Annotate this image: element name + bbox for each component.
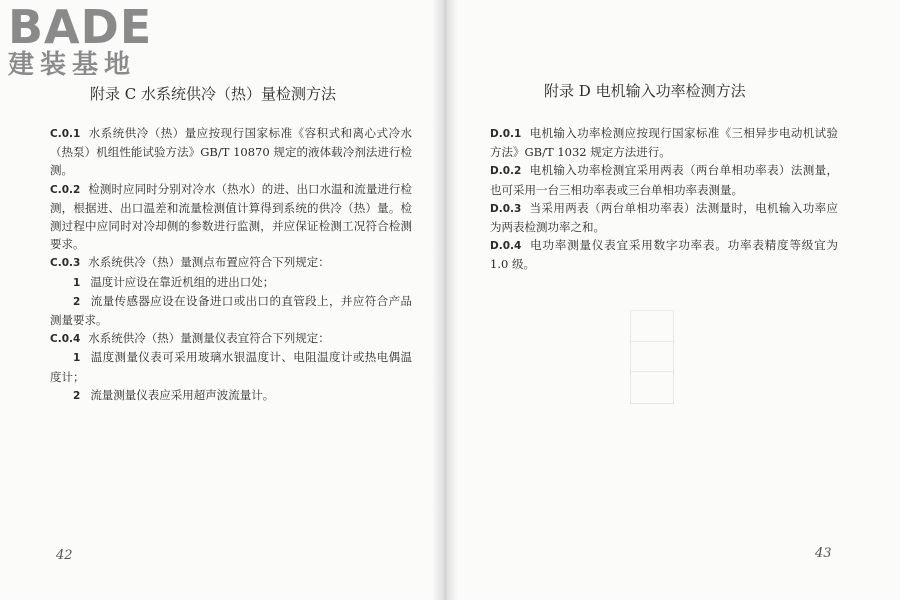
clause-paragraph	[490, 124, 838, 161]
clause-paragraph	[50, 124, 412, 180]
paragraph-text: 温度测量仪表可采用玻璃水银温度计、电阻温度计或热电偶温度计；	[50, 350, 412, 384]
list-item	[50, 348, 412, 385]
right-page-body	[490, 124, 838, 274]
list-item	[50, 273, 412, 292]
right-page-number: 43	[815, 546, 832, 561]
clause-number: D.0.4	[490, 240, 522, 253]
paragraph-text: 电机输入功率检测宜采用两表（两台单相功率表）法测量，也可采用一台三相功率表或三台单相功率表测量。	[490, 163, 838, 197]
list-item	[50, 386, 412, 405]
clause-paragraph	[50, 253, 412, 272]
clause-number: C.0.1	[50, 128, 81, 140]
paragraph-text: 流量传感器应设在设备进口或出口的直管段上，并应符合产品测量要求。	[50, 293, 412, 328]
paragraph-text: 流量测量仪表应采用超声波流量计。	[90, 387, 275, 402]
paragraph-text: 检测时应同时分别对冷水（热水）的进、出口水温和流量进行检测，根据进、出口温差和流量检测值计算得到系统的供冷（热）量。检测过程中应同时对冷却侧的参数进行监测，并应保证检测工况符合检测要求。	[50, 181, 412, 252]
clause-number: C.0.4	[50, 333, 81, 346]
left-page-title: 附录 C 水系统供冷（热）量检测方法	[90, 85, 337, 103]
clause-number: D.0.3	[490, 202, 522, 215]
item-number: 2	[73, 389, 81, 402]
clause-number: D.0.2	[490, 165, 522, 178]
clause-number: C.0.2	[50, 183, 81, 196]
list-item	[50, 292, 412, 329]
paragraph-text: 电机输入功率检测应按现行国家标准《三相异步电动机试验方法》GB/T 1032 规定方法进行。	[490, 126, 838, 160]
paragraph-text: 水系统供冷（热）量测点布置应符合下列规定：	[88, 255, 330, 270]
item-number: 1	[73, 352, 81, 365]
paragraph-text: 电功率测量仪表宜采用数字功率表。功率表精度等级宜为 1.0 级。	[490, 238, 838, 272]
logo	[8, 0, 178, 80]
clause-paragraph	[50, 180, 412, 254]
paragraph-text: 温度计应设在靠近机组的进出口处；	[90, 274, 275, 289]
paragraph-text: 水系统供冷（热）量应按现行国家标准《容积式和离心式冷水（热泵）机组性能试验方法》GB/T 10870 规定的液体载冷剂法进行检测。	[50, 126, 412, 178]
clause-number: D.0.1	[490, 128, 522, 140]
bleed-through-diagram	[630, 310, 674, 404]
clause-paragraph	[490, 236, 838, 273]
item-number: 1	[73, 276, 81, 289]
left-page-number: 42	[56, 548, 73, 563]
clause-number: C.0.3	[50, 257, 81, 270]
clause-paragraph	[50, 329, 412, 348]
right-page-title: 附录 D 电机输入功率检测方法	[544, 82, 746, 100]
item-number: 2	[73, 295, 81, 308]
paragraph-text: 当采用两表（两台单相功率表）法测量时，电机输入功率应为两表检测功率之和。	[490, 200, 838, 235]
book-spine	[432, 0, 458, 600]
clause-paragraph	[490, 199, 838, 236]
left-page-body	[50, 124, 412, 405]
logo-brand-cn: 建装基地	[8, 50, 137, 80]
logo-brand: BADE	[8, 0, 153, 54]
clause-paragraph	[490, 161, 838, 198]
paragraph-text: 水系统供冷（热）量测量仪表宜符合下列规定：	[88, 331, 330, 346]
